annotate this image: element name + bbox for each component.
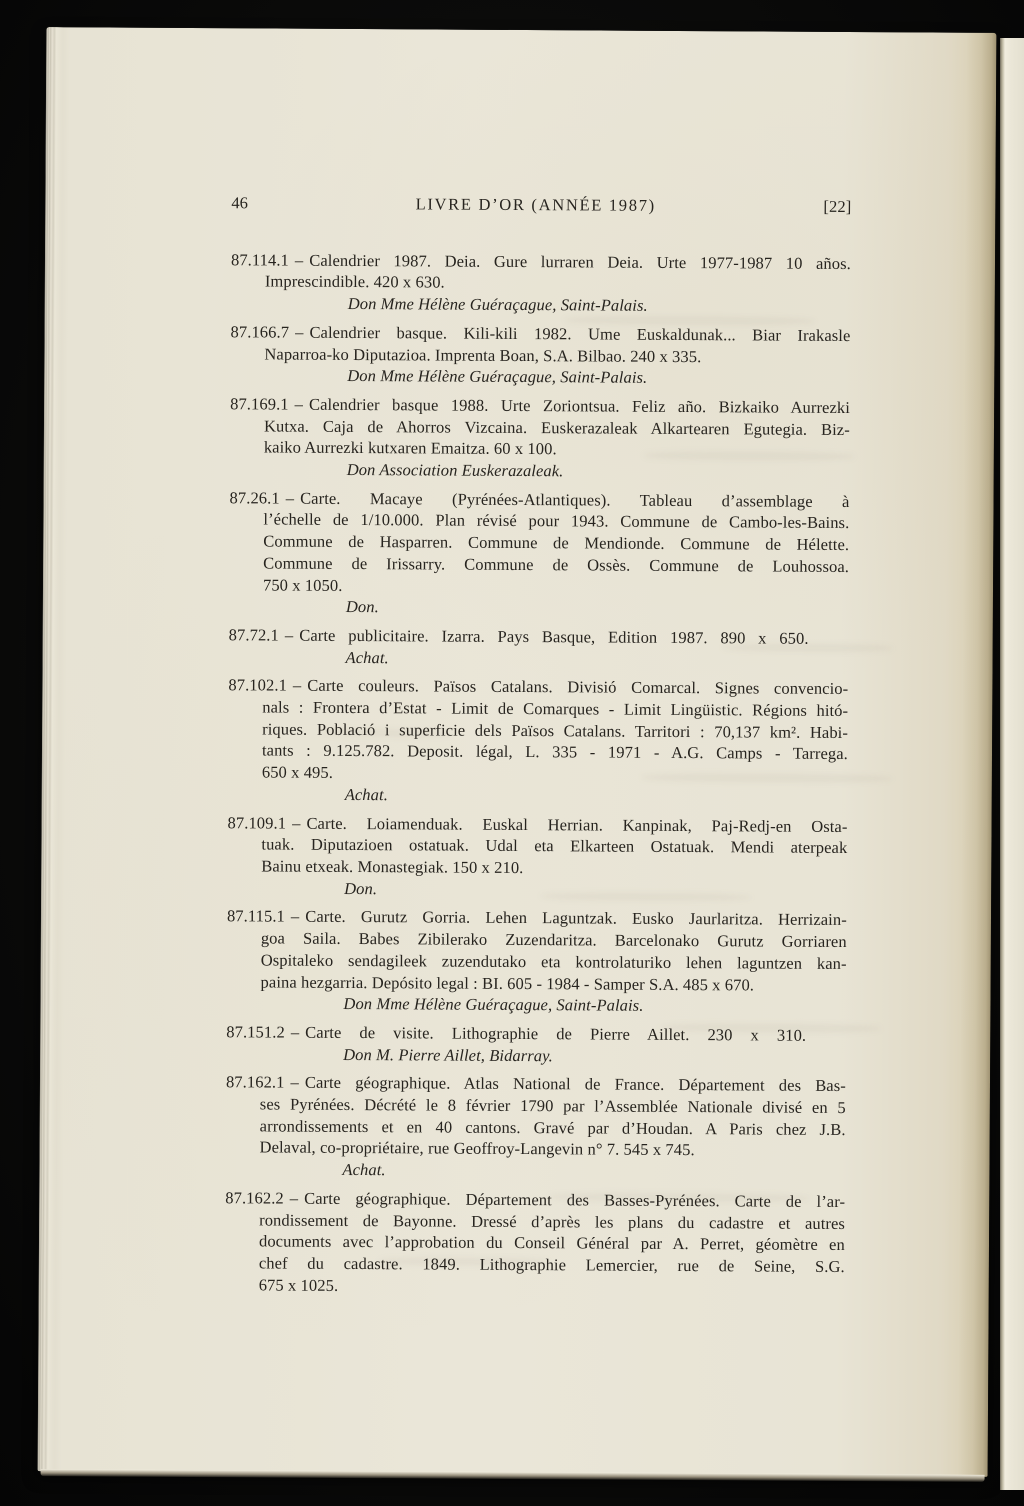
entry-line-text: Imprescindible. 420 x 630. [264, 271, 445, 292]
entry-line-text: Bainu etxeak. Monastegiak. 150 x 210. [261, 856, 524, 878]
entry-separator-dash: – [290, 1072, 299, 1092]
running-title: LIVRE D’OR (ANNÉE 1987) [415, 194, 656, 215]
entry-separator-dash: – [290, 1022, 300, 1042]
entry-attribution-text: Achat. [342, 1160, 386, 1180]
entry-attribution [229, 646, 849, 671]
entry-line-text: Carte. Loiamenduak. Euskal Herrian. Kanpinak, Paj-Redj-en Osta- [306, 813, 848, 836]
entry-line [227, 971, 847, 996]
entry-attribution [228, 783, 848, 808]
entry-attribution-text: Don Mme Hélène Guéraçague, Saint-Palais. [343, 994, 644, 1015]
catalog-entry [229, 624, 849, 671]
entry-line-text: Carte. Gurutz Gorria. Lehen Laguntzak. Eusko Jaurlaritza. Herrizain- [305, 907, 847, 930]
entry-line-text: tants : 9.125.782. Deposit. légal, L. 335 - 1971 - A.G. Camps - Tarrega. [261, 740, 848, 764]
entry-number: 87.114.1 [230, 249, 290, 270]
entry-line [225, 1274, 845, 1299]
entry-line [227, 855, 847, 880]
entry-line-text: goa Saila. Babes Zibilerako Zuzendaritza. Barcelonako Gurutz Gorriaren [260, 928, 847, 952]
entry-number: 87.151.2 [226, 1022, 285, 1042]
entry-line-text: nals : Frontera d’Estat - Limit de Comarques - Limit Lingüistic. Régions hitó- [262, 697, 849, 721]
entry-line-text: ses Pyrénées. Décrété le 8 février 1790 par l’Assemblée Nationale divisé en 5 [259, 1094, 846, 1118]
entry-attribution [226, 1043, 846, 1068]
catalog-entry [229, 487, 850, 621]
entry-attribution [231, 292, 851, 317]
entry-line-text: paina hezgarria. Depósito legal : BI. 605 - 1984 - Samper S.A. 485 x 670. [260, 971, 755, 994]
entry-number: 87.109.1 [227, 812, 287, 833]
entry-line-text: tuak. Diputazioen ostatuak. Udal eta Elkarteen Ostatuak. Mendi aterpeak [261, 834, 848, 858]
entry-line-text: Calendrier 1987. Deia. Gure lurraren Deia. Urte 1977-1987 10 años. [309, 250, 851, 273]
entry-line [231, 271, 851, 296]
book-page [38, 27, 997, 1477]
entry-line-text: Carte géographique. Département des Basses-Pyrénées. Carte de l’ar- [304, 1188, 846, 1211]
entry-separator-dash: – [284, 625, 294, 645]
entry-number: 87.102.1 [228, 675, 288, 695]
entry-separator-dash: – [295, 322, 304, 342]
page-bottom-edge [41, 1469, 985, 1482]
entry-line-text: Ospitaleko sendagileek zuzendutako eta kontrolaturiko lehen laguntzen kan- [260, 950, 847, 973]
entry-separator-dash: – [290, 907, 300, 927]
catalog-entries [225, 249, 851, 1299]
entry-line-text: Carte. Macaye (Pyrénées-Atlantiques). Tableau d’assemblage à [300, 488, 850, 511]
entry-line-text: arrondissements et en 40 cantons. Gravé par d’Houdan. A Paris chez J.B. [259, 1116, 846, 1139]
entry-line-text: Commune de Hasparren. Commune de Mendionde. Commune de Hélette. [263, 531, 850, 555]
entry-attribution [227, 877, 847, 902]
catalog-entry [230, 321, 850, 390]
gutter-shadow [958, 33, 997, 1477]
entry-line-text: Naparroa-ko Diputazioa. Imprenta Boan, S.A. Bilbao. 240 x 335. [264, 343, 702, 366]
entry-line [229, 574, 849, 599]
catalog-entry [226, 1021, 846, 1068]
catalog-entry [225, 1072, 846, 1184]
entry-number: 87.166.7 [230, 322, 290, 342]
entry-line-text: Delaval, co-propriétaire, rue Geoffroy-Langevin n° 7. 545 x 745. [259, 1137, 695, 1160]
entry-number: 87.169.1 [230, 394, 289, 414]
entry-attribution [230, 458, 850, 483]
page-content [225, 192, 852, 1306]
adjacent-page-edge [1000, 38, 1024, 1490]
entry-line-text: Carte couleurs. Països Catalans. Divisió Comarcal. Signes convencio- [307, 676, 849, 699]
entry-separator-dash: – [294, 250, 304, 270]
catalog-entry [227, 812, 848, 903]
page-stack-edges [38, 27, 64, 1471]
catalog-entry [226, 906, 847, 1018]
entry-attribution-text: Don M. Pierre Aillet, Bidarray. [343, 1044, 554, 1065]
entry-attribution-text: Achat. [345, 647, 389, 667]
entry-attribution-text: Don Mme Hélène Guéraçague, Saint-Palais. [347, 366, 648, 388]
entry-line-text: Calendrier basque. Kili-kili 1982. Ume Euskaldunak... Biar Irakasle [309, 322, 851, 345]
entry-line [226, 1021, 846, 1046]
entry-number: 87.162.1 [225, 1072, 285, 1092]
entry-line-text: kaiko Aurrezki kutxaren Emaitza. 60 x 100. [263, 437, 557, 459]
entry-line [227, 949, 847, 974]
entry-line-text: Calendrier basque 1988. Urte Zoriontsua. Feliz año. Bizkaiko Aurrezki [308, 394, 851, 417]
catalog-entry [230, 393, 851, 484]
entry-separator-dash: – [292, 813, 301, 833]
entry-number: 87.26.1 [229, 487, 280, 508]
entry-line [229, 552, 849, 577]
entry-number: 87.115.1 [226, 906, 286, 926]
entry-attribution-text: Don. [344, 878, 378, 898]
entry-attribution-text: Achat. [344, 784, 389, 805]
entry-line-text: Carte géographique. Atlas National de France. Département des Bas- [304, 1073, 846, 1096]
entry-line [225, 1187, 845, 1212]
show-through-artifacts [46, 27, 996, 33]
entry-attribution [230, 364, 850, 389]
entry-line [229, 624, 849, 649]
catalog-entry [231, 249, 851, 318]
entry-attribution-text: Don Mme Hélène Guéraçague, Saint-Palais. [347, 294, 648, 315]
entry-number: 87.72.1 [228, 625, 279, 645]
entry-line-text: 750 x 1050. [262, 574, 343, 595]
entry-attribution [226, 992, 846, 1017]
entry-separator-dash: – [289, 1188, 299, 1208]
entry-line [230, 321, 850, 346]
page-number: 46 [231, 193, 249, 213]
entry-line-text: chef du cadastre. 1849. Lithographie Lemercier, rue de Seine, S.G. [258, 1253, 845, 1276]
entry-separator-dash: – [292, 675, 302, 696]
entry-separator-dash: – [285, 488, 295, 508]
column-reference: [22] [823, 196, 852, 217]
catalog-entry [228, 675, 849, 809]
entry-attribution [225, 1158, 845, 1183]
entry-line-text: riques. Població i superficie dels Països Catalans. Tarritori : 70,137 km². Habi- [262, 719, 849, 742]
catalog-entry [225, 1187, 846, 1299]
running-head [231, 192, 851, 217]
entry-attribution-text: Don. [345, 597, 379, 617]
entry-attribution-text: Don Association Euskerazaleak. [346, 459, 564, 481]
entry-line-text: rondissement de Bayonne. Dressé d’après les plans du cadastre et autres [259, 1209, 846, 1233]
entry-number: 87.162.2 [225, 1188, 284, 1208]
entry-line [230, 343, 850, 368]
entry-attribution [229, 595, 849, 620]
entry-line-text: Carte publicitaire. Izarra. Pays Basque, Edition 1987. 890 x 650. [299, 625, 809, 648]
entry-line-text: 675 x 1025. [258, 1275, 339, 1295]
entry-line [228, 761, 848, 786]
entry-line [226, 1137, 846, 1162]
entry-line-text: Commune de Irissarry. Commune de Ossès. Commune de Louhossoa. [263, 553, 850, 576]
entry-line-text: Carte de visite. Lithographie de Pierre Aillet. 230 x 310. [305, 1022, 807, 1045]
entry-line [230, 437, 850, 462]
entry-line-text: l’échelle de 1/10.000. Plan révisé pour 1943. Commune de Cambo-les-Bains. [263, 509, 850, 533]
entry-separator-dash: – [294, 394, 304, 414]
entry-line-text: Kutxa. Caja de Ahorros Vizcaina. Euskerazaleak Alkartearen Egutegia. Biz- [263, 416, 850, 439]
entry-line-text: 650 x 495. [261, 762, 334, 783]
entry-line-text: documents avec l’approbation du Conseil Général par A. Perret, géomètre en [258, 1231, 845, 1255]
